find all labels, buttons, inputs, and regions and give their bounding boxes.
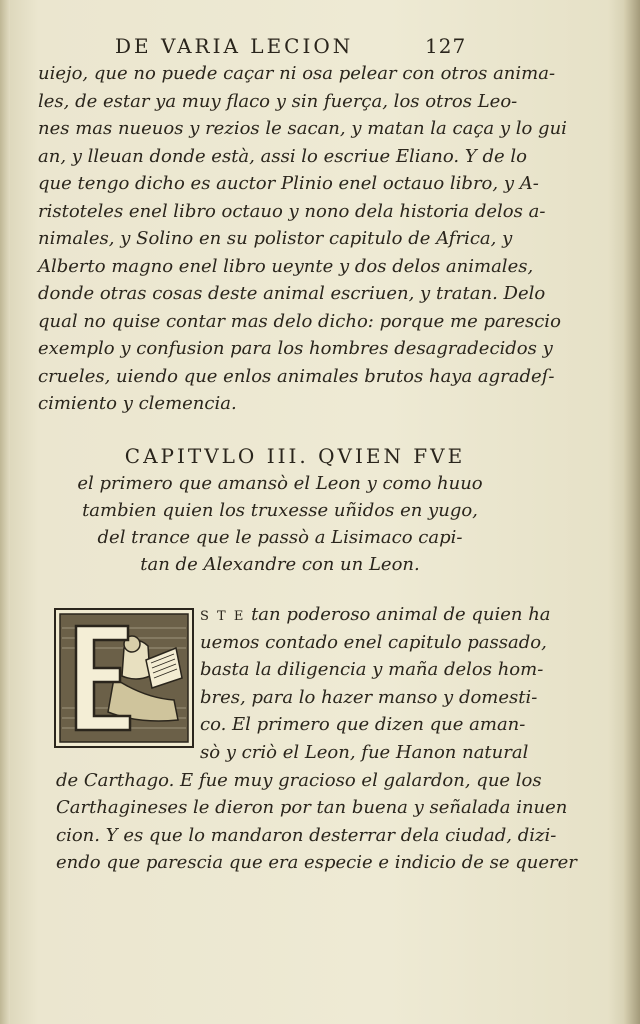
first-word-caps: S T E: [200, 609, 246, 624]
paragraph-2-indented: [200, 601, 551, 739]
text-line: Carthagineses le dieron por tan buena y señalada inuen: [56, 797, 568, 818]
running-header: [115, 34, 475, 60]
text-line: an, y lleuan donde està, assi lo escriue Eliano. Y de lo: [38, 145, 527, 167]
page-number: 127: [425, 34, 467, 58]
text-line: sò y criò el Leon, fue Hanon natural: [200, 742, 529, 763]
text-line: uiejo, que no puede caçar ni osa pelear con otros anima-: [38, 63, 556, 84]
woodcut-initial-e: [54, 608, 194, 748]
paragraph-2-full: [56, 739, 577, 877]
historiated-initial-icon: [54, 608, 194, 748]
chapter-subtitle-line: tan de Alexandre con un Leon.: [140, 554, 420, 575]
text-line: les, de estar ya muy flaco y sin fuerça, los otros Leo-: [38, 90, 518, 112]
chapter-title: CAPITVLO III. QVIEN FVE: [124, 444, 466, 468]
text-line: cimiento y clemencia.: [38, 393, 237, 414]
text-line: de Carthago. E fue muy gracioso el galardon, que los: [56, 769, 542, 791]
text-line: bres, para lo hazer manso y domesti-: [200, 686, 538, 708]
text-line: basta la diligencia y maña delos hom-: [200, 659, 544, 680]
text-line: Alberto magno enel libro ueynte y dos delos animales,: [38, 255, 534, 277]
text-line: ristoteles enel libro octauo y nono dela historia delos a-: [38, 200, 546, 222]
text-line: nimales, y Solino en su polistor capitulo de Africa, y: [38, 228, 513, 249]
page-edge: [624, 0, 640, 1024]
text-line: cion. Y es que lo mandaron desterrar dela ciudad, dizi-: [56, 824, 557, 846]
text-line: endo que parescia que era especie e indicio de se querer: [56, 852, 577, 873]
chapter-subtitle-line: tambien quien los truxesse uñidos en yugo,: [82, 500, 478, 521]
text-line: [200, 601, 551, 629]
text-line: donde otras cosas deste animal escriuen, y tratan. Delo: [38, 283, 546, 304]
text-line: crueles, uiendo que enlos animales brutos haya agradeſ-: [38, 365, 555, 387]
text-line: nes mas nueuos y rezios le sacan, y matan la caça y lo gui: [38, 118, 567, 139]
text-line: qual no quise contar mas delo dicho: porque me parescio: [38, 310, 561, 332]
paragraph-1: [38, 60, 567, 418]
text-line: que tengo dicho es auctor Plinio enel octauo libro, y A-: [38, 173, 539, 194]
chapter-heading: [0, 442, 560, 578]
text-line: co. El primero que dizen que aman-: [200, 714, 526, 735]
text-line: uemos contado enel capitulo passado,: [200, 631, 547, 653]
chapter-subtitle-line: del trance que le passò a Lisimaco capi-: [97, 527, 463, 548]
chapter-subtitle-line: el primero que amansò el Leon y como huuo: [77, 473, 483, 494]
text-line: exemplo y confusion para los hombres desagradecidos y: [38, 338, 553, 359]
text-fragment: tan poderoso animal de quien ha: [245, 604, 551, 625]
running-title: DE VARIA LECION: [115, 34, 354, 58]
